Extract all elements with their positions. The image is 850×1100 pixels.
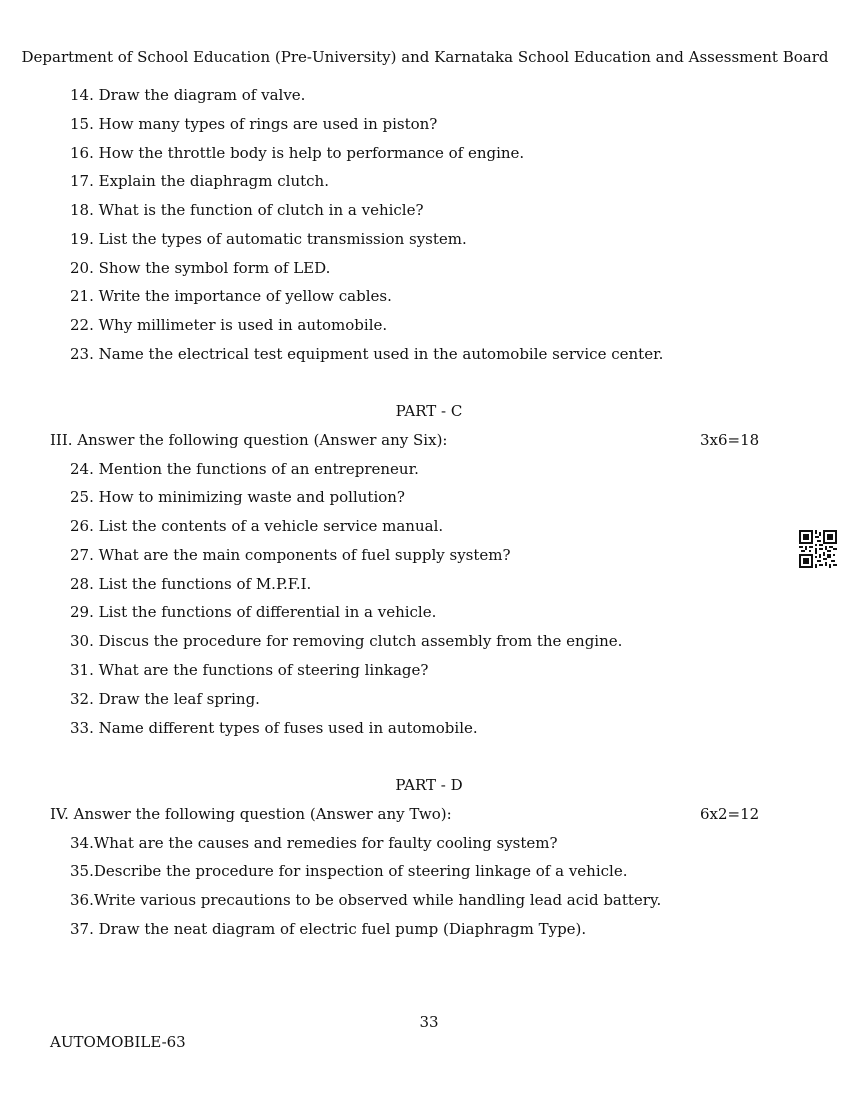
question-27: 27. What are the main components of fuel supply system? xyxy=(70,546,511,564)
qr-code-icon xyxy=(799,530,837,568)
question-19: 19. List the types of automatic transmission system. xyxy=(70,230,467,248)
part-c-title: PART - C xyxy=(395,402,463,420)
part-c-instruction: III. Answer the following question (Answer any Six): xyxy=(50,431,448,449)
question-20: 20. Show the symbol form of LED. xyxy=(70,259,331,277)
question-28: 28. List the functions of M.P.F.I. xyxy=(70,575,312,593)
question-36: 36.Write various precautions to be observed while handling lead acid battery. xyxy=(70,891,662,909)
question-23: 23. Name the electrical test equipment used in the automobile service center. xyxy=(70,345,664,363)
question-37: 37. Draw the neat diagram of electric fuel pump (Diaphragm Type). xyxy=(70,920,587,938)
question-22: 22. Why millimeter is used in automobile. xyxy=(70,316,388,334)
part-d-title: PART - D xyxy=(395,776,463,794)
question-30: 30. Discus the procedure for removing clutch assembly from the engine. xyxy=(70,632,623,650)
question-35: 35.Describe the procedure for inspection of steering linkage of a vehicle. xyxy=(70,862,628,880)
question-17: 17. Explain the diaphragm clutch. xyxy=(70,172,329,190)
question-32: 32. Draw the leaf spring. xyxy=(70,690,260,708)
part-d-instruction: IV. Answer the following question (Answer any Two): xyxy=(50,805,452,823)
document-header: Department of School Education (Pre-University) and Karnataka School Education and Assessment Board xyxy=(21,48,829,66)
question-25: 25. How to minimizing waste and pollution? xyxy=(70,488,405,506)
question-31: 31. What are the functions of steering linkage? xyxy=(70,661,429,679)
question-26: 26. List the contents of a vehicle service manual. xyxy=(70,517,444,535)
question-15: 15. How many types of rings are used in piston? xyxy=(70,115,438,133)
subject-code-footer: AUTOMOBILE-63 xyxy=(50,1033,186,1051)
question-33: 33. Name different types of fuses used in automobile. xyxy=(70,719,478,737)
question-34: 34.What are the causes and remedies for faulty cooling system? xyxy=(70,834,558,852)
question-21: 21. Write the importance of yellow cables. xyxy=(70,287,392,305)
part-c-marks: 3x6=18 xyxy=(700,431,760,449)
question-14: 14. Draw the diagram of valve. xyxy=(70,86,306,104)
question-29: 29. List the functions of differential in a vehicle. xyxy=(70,603,437,621)
question-18: 18. What is the function of clutch in a vehicle? xyxy=(70,201,424,219)
part-d-marks: 6x2=12 xyxy=(700,805,760,823)
question-24: 24. Mention the functions of an entrepreneur. xyxy=(70,460,419,478)
page-number: 33 xyxy=(419,1013,439,1031)
question-16: 16. How the throttle body is help to performance of engine. xyxy=(70,144,525,162)
